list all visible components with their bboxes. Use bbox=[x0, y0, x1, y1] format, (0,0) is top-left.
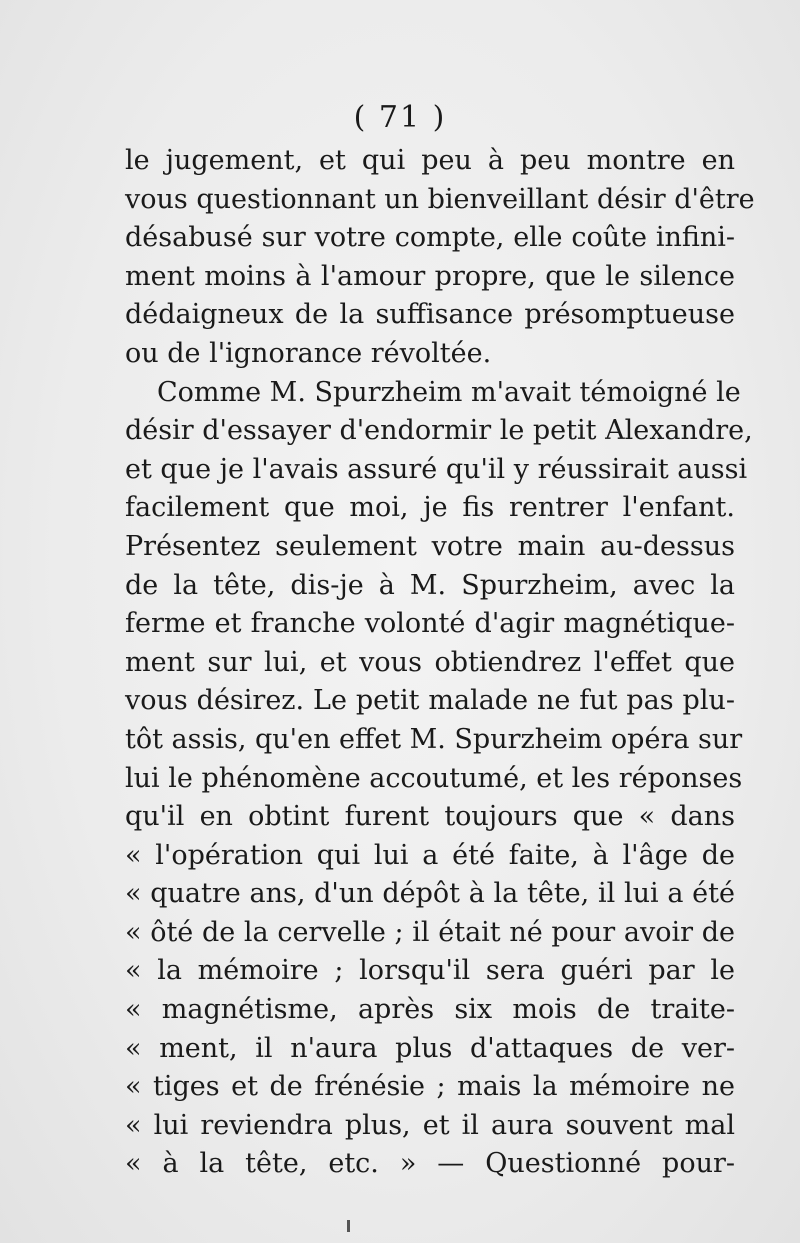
quoted-line: « l'opération qui lui a été faite, à l'âge de bbox=[125, 839, 735, 871]
text-line: vous questionnant un bienveillant désir d'être bbox=[125, 183, 755, 215]
text-line: qu'il en obtint furent toujours que « dans bbox=[125, 801, 735, 833]
text-line: désir d'essayer d'endormir le petit Alexandre, bbox=[125, 415, 753, 447]
page-number: ( 71 ) bbox=[353, 100, 447, 135]
quoted-line: « ment, il n'aura plus d'attaques de ver- bbox=[125, 1032, 735, 1064]
text-line: lui le phénomène accoutumé, et les réponses bbox=[125, 762, 743, 794]
text-line: Présentez seulement votre main au-dessus bbox=[125, 530, 735, 562]
text-line: vous désirez. Le petit malade ne fut pas plu- bbox=[125, 685, 735, 717]
quoted-line: « à la tête, etc. » — Questionné pour- bbox=[125, 1148, 735, 1180]
text-line: ment sur lui, et vous obtiendrez l'effet que bbox=[125, 646, 735, 678]
text-line: ferme et franche volonté d'agir magnétique- bbox=[125, 608, 735, 640]
quoted-line: « magnétisme, après six mois de traite- bbox=[125, 994, 735, 1026]
text-line: ou de l'ignorance révoltée. bbox=[125, 337, 492, 369]
text-line: et que je l'avais assuré qu'il y réussirait aussi bbox=[125, 453, 748, 485]
quoted-line: « ôté de la cervelle ; il était né pour avoir de bbox=[125, 916, 735, 948]
quoted-line: « quatre ans, d'un dépôt à la tête, il lui a été bbox=[125, 878, 735, 910]
text-line: tôt assis, qu'en effet M. Spurzheim opéra sur bbox=[125, 723, 743, 755]
ink-speck bbox=[347, 1220, 350, 1232]
text-line: facilement que moi, je fis rentrer l'enfant. bbox=[125, 492, 735, 524]
text-line: de la tête, dis-je à M. Spurzheim, avec la bbox=[125, 569, 735, 601]
paragraph-start-line: Comme M. Spurzheim m'avait témoigné le bbox=[157, 376, 741, 408]
quoted-line: « tiges et de frénésie ; mais la mémoire ne bbox=[125, 1071, 735, 1103]
quoted-line: « la mémoire ; lorsqu'il sera guéri par le bbox=[125, 955, 735, 987]
text-line: ment moins à l'amour propre, que le silence bbox=[125, 260, 735, 292]
text-line: dédaigneux de la suffisance présomptueuse bbox=[125, 299, 735, 331]
quoted-line: « lui reviendra plus, et il aura souvent mal bbox=[125, 1109, 735, 1141]
body-text bbox=[125, 142, 755, 1184]
text-line: désabusé sur votre compte, elle coûte infini- bbox=[125, 222, 735, 254]
text-line: le jugement, et qui peu à peu montre en bbox=[125, 145, 735, 176]
